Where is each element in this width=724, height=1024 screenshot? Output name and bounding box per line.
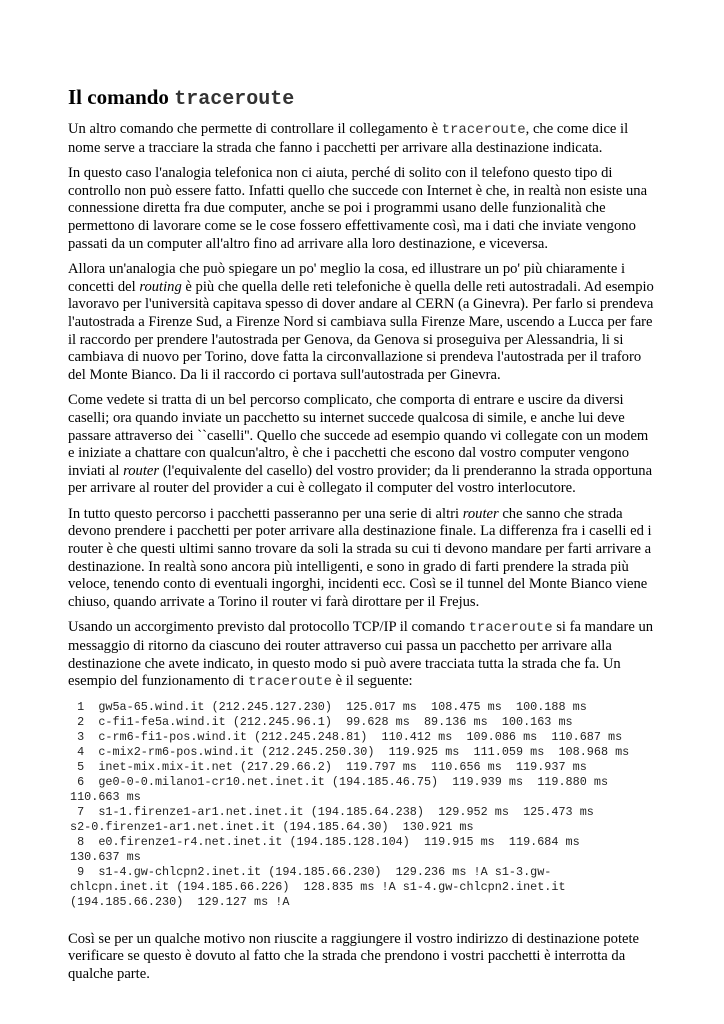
text-run: , che come dice il nome serve a tracciare la strada che fanno i pacchetti per arrivare alla destinazione indicata. [68, 121, 629, 156]
paragraph-telephone-analogy: In questo caso l'analogia telefonica non ci aiuta, perché di solito con il telefono questo tipo di controllo non può essere fatto. Infatti quello che succede con Internet è che, in realtà non esiste una connessione diretta fra due computer, anche se poi i programmi usano delle funzionalità che permettono di lavorare come se le cose fossero effettivamente così, ma i dati che inviate vengono passati da un computer all'altro fino ad arrivare alla loro destinazione, e viceversa. [68, 165, 648, 252]
text-run: si fa mandare un messaggio di ritorno da ciascuno dei router attraverso cui passa un pacchetto per arrivare alla destinazione che avete indicato, in questo modo si può avere tracciata tutta la strada che fa. Un esempio del funzionamento di [68, 619, 654, 690]
output-line: 9 s1-4.gw-chlcpn2.inet.it (194.185.66.230) 129.236 ms !A s1-3.gw- [70, 864, 552, 879]
document-page [68, 84, 658, 992]
title-text: Il comando [68, 85, 175, 109]
emphasis-router: router [123, 462, 160, 479]
traceroute-output [68, 700, 658, 910]
output-line: 7 s1-1.firenze1-ar1.net.inet.it (194.185.64.238) 129.952 ms 125.473 ms [70, 804, 594, 819]
paragraph-routers [68, 506, 658, 612]
output-line: 110.663 ms [70, 789, 141, 804]
inline-code: traceroute [247, 674, 332, 691]
output-line: 4 c-mix2-rm6-pos.wind.it (212.245.250.30) 119.925 ms 111.059 ms 108.968 ms [70, 744, 630, 759]
text-run: è più che quella delle reti telefoniche è quella delle reti autostradali. Ad esempio lavoravo per l'università capitava spesso di dover andare al CERN (a Ginevra). Per farlo si prendeva l'autostrada a Firenze Sud, a Firenze Nord si cambiava sulla Firenze Mare, uscendo a Lucca per fare il raccordo per prendere l'autostrada per Genova, da Genova si proseguiva per Alessandria, li si cambiava di nuovo per Torino, dove fatta la circonvallazione si prendeva l'autostrada per il traforo del Monte Bianco. Da li il raccordo ci portava sull'autostrada per Ginevra. [68, 278, 654, 383]
output-line: 5 inet-mix.mix-it.net (217.29.66.2) 119.797 ms 110.656 ms 119.937 ms [70, 759, 587, 774]
page-title [68, 84, 658, 113]
paragraph-intro [68, 121, 658, 157]
text-run: Come vedete si tratta di un bel percorso complicato, che comporta di entrare e uscire da diversi caselli; ora quando inviate un pacchetto su internet succede qualcosa di simile, e anche lui deve passare attraverso dei ``caselli''. Quello che succede ad esempio quando vi collegate con un modem e iniziate a chattare con qualcun'altro, è che i pacchetti che escono dal vostro computer vengono inviati al [68, 392, 649, 479]
emphasis-routing: routing [139, 278, 182, 295]
text-run: (l'equivalente del casello) del vostro provider; da li prenderanno la strada opportuna per arrivare al router del provider a cui è collegato il computer del vostro interlocutore. [68, 462, 653, 497]
inline-code: traceroute [468, 620, 553, 637]
output-line: 130.637 ms [70, 849, 141, 864]
title-code: traceroute [174, 88, 295, 111]
output-line: 2 c-fi1-fe5a.wind.it (212.245.96.1) 99.628 ms 89.136 ms 100.163 ms [70, 714, 573, 729]
text-run: è il seguente: [331, 673, 413, 690]
text-run: che sanno che strada devono prendere i pacchetti per poter arrivare alla destinazione finale. La differenza fra i caselli ed i router è che questi ultimi sanno trovare da soli la strada su cui ti devono mandare per farti arrivare a destinazione. In realtà sono ancora più intelligenti, e sono in grado di farti prendere la strada più veloce, tenendo conto di eventuali ingorghi, incidenti ecc. Così se il tunnel del Monte Bianco viene chiuso, quando arrivate a Torino il router vi farà dirottare per il Frejus. [68, 505, 652, 610]
paragraph-tollbooths [68, 392, 658, 498]
text-run: In tutto questo percorso i pacchetti passeranno per una serie di altri [68, 505, 463, 522]
paragraph-conclusion: Così se per un qualche motivo non riuscite a raggiungere il vostro indirizzo di destinazione potete verificare se questo è dovuto al fatto che la strada che prendono i vostri pacchetti è interrotta da qualche parte. [68, 930, 640, 982]
output-line: 6 ge0-0-0.milano1-cr10.net.inet.it (194.185.46.75) 119.939 ms 119.880 ms [70, 774, 609, 789]
output-line: (194.185.66.230) 129.127 ms !A [70, 894, 290, 909]
text-run: Usando un accorgimento previsto dal protocollo TCP/IP il comando [68, 619, 469, 636]
output-line: 8 e0.firenze1-r4.net.inet.it (194.185.128.104) 119.915 ms 119.684 ms [70, 834, 580, 849]
paragraph-highway-analogy [68, 261, 658, 384]
emphasis-router: router [462, 505, 499, 522]
output-line: chlcpn.inet.it (194.185.66.226) 128.835 ms !A s1-4.gw-chlcpn2.inet.it [70, 879, 566, 894]
text-run: Un altro comando che permette di controllare il collegamento è [68, 121, 442, 137]
output-line: 1 gw5a-65.wind.it (212.245.127.230) 125.017 ms 108.475 ms 100.188 ms [70, 699, 587, 714]
text-run: Allora un'analogia che può spiegare un po' meglio la cosa, ed illustrare un po' più chiaramente i concetti del [68, 261, 625, 295]
paragraph-traceroute-usage [68, 619, 658, 691]
output-line: s2-0.firenze1-ar1.net.inet.it (194.185.64.30) 130.921 ms [70, 819, 474, 834]
inline-code: traceroute [441, 122, 526, 138]
output-line: 3 c-rm6-fi1-pos.wind.it (212.245.248.81) 110.412 ms 109.086 ms 110.687 ms [70, 729, 623, 744]
